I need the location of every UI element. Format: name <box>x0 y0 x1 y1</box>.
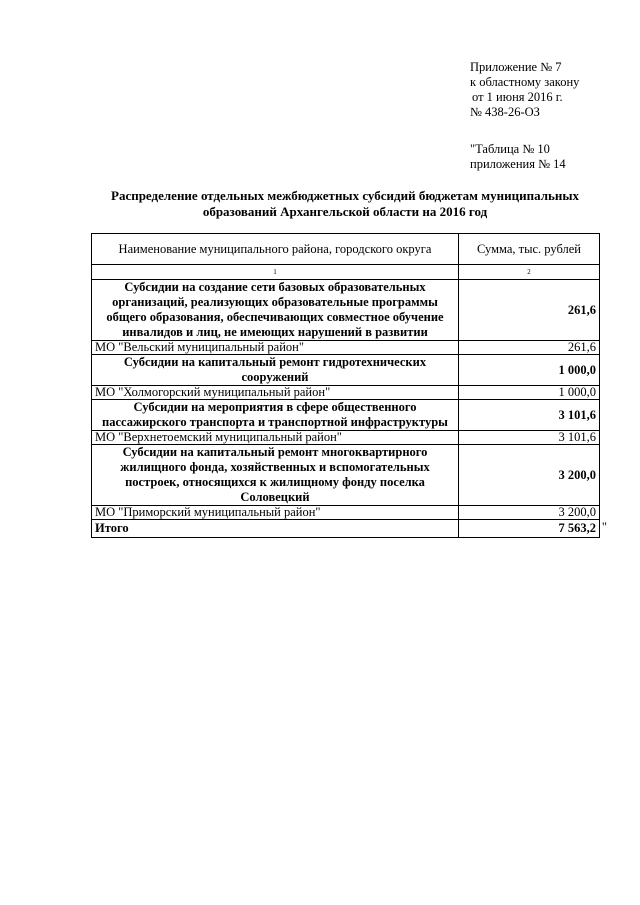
subsidy-row <box>92 445 600 506</box>
appendix-line: от 1 июня 2016 г. <box>472 90 563 104</box>
subsidy-amount: 261,6 <box>459 280 600 341</box>
header-amount-cell: Сумма, тыс. рублей <box>459 234 600 265</box>
subsidy-row <box>92 400 600 431</box>
municipality-row <box>92 431 600 445</box>
total-amount: 7 563,2 <box>558 521 596 535</box>
municipality-name: МО "Холмогорский муниципальный район" <box>92 386 459 400</box>
appendix-line: к областному закону <box>470 75 580 89</box>
subsidy-name: Субсидии на создание сети базовых образовательных организаций, реализующих образовательные программы общего образования, обеспечивающих совместное обучение инвалидов и лиц, не имеющих нарушений в развитии <box>92 280 459 341</box>
total-label: Итого <box>92 520 459 538</box>
municipality-name: МО "Верхнетоемский муниципальный район" <box>92 431 459 445</box>
municipality-name: МО "Приморский муниципальный район" <box>92 506 459 520</box>
subsidy-amount: 3 200,0 <box>459 445 600 506</box>
subsidy-table <box>91 233 607 538</box>
municipality-amount: 3 200,0 <box>459 506 600 520</box>
appendix-header <box>470 60 579 172</box>
subsidy-row <box>92 355 600 386</box>
appendix-line: Приложение № 7 <box>470 60 562 74</box>
column-number: 1 <box>92 265 459 280</box>
municipality-amount: 1 000,0 <box>459 386 600 400</box>
appendix-line: "Таблица № 10 <box>470 142 550 156</box>
total-row <box>92 520 600 538</box>
document-title: Распределение отдельных межбюджетных субсидий бюджетам муниципальных образований Архангельской области на 2016 год <box>111 188 579 219</box>
appendix-line: приложения № 14 <box>470 157 566 171</box>
subsidy-row <box>92 280 600 341</box>
closing-quote: " <box>601 520 607 534</box>
column-number: 2 <box>459 265 600 280</box>
municipality-amount: 3 101,6 <box>459 431 600 445</box>
table-header-row <box>92 234 600 265</box>
appendix-line: № 438-26-ОЗ <box>470 105 540 119</box>
subsidy-amount: 1 000,0 <box>459 355 600 386</box>
municipality-row <box>92 341 600 355</box>
subsidy-amount: 3 101,6 <box>459 400 600 431</box>
subsidy-name: Субсидии на капитальный ремонт многоквартирного жилищного фонда, хозяйственных и вспомогательных построек, относящихся к жилищному фонду поселка Соловецкий <box>92 445 459 506</box>
municipality-row <box>92 506 600 520</box>
subsidy-name: Субсидии на капитальный ремонт гидротехнических сооружений <box>92 355 459 386</box>
header-name-cell: Наименование муниципального района, городского округа <box>92 234 459 265</box>
column-number-row <box>92 265 600 280</box>
municipality-amount: 261,6 <box>459 341 600 355</box>
total-cell <box>459 520 607 538</box>
municipality-name: МО "Вельский муниципальный район" <box>92 341 459 355</box>
subsidy-name: Субсидии на мероприятия в сфере общественного пассажирского транспорта и транспортной инфраструктуры <box>92 400 459 431</box>
spacer <box>470 120 579 142</box>
municipality-row <box>92 386 600 400</box>
